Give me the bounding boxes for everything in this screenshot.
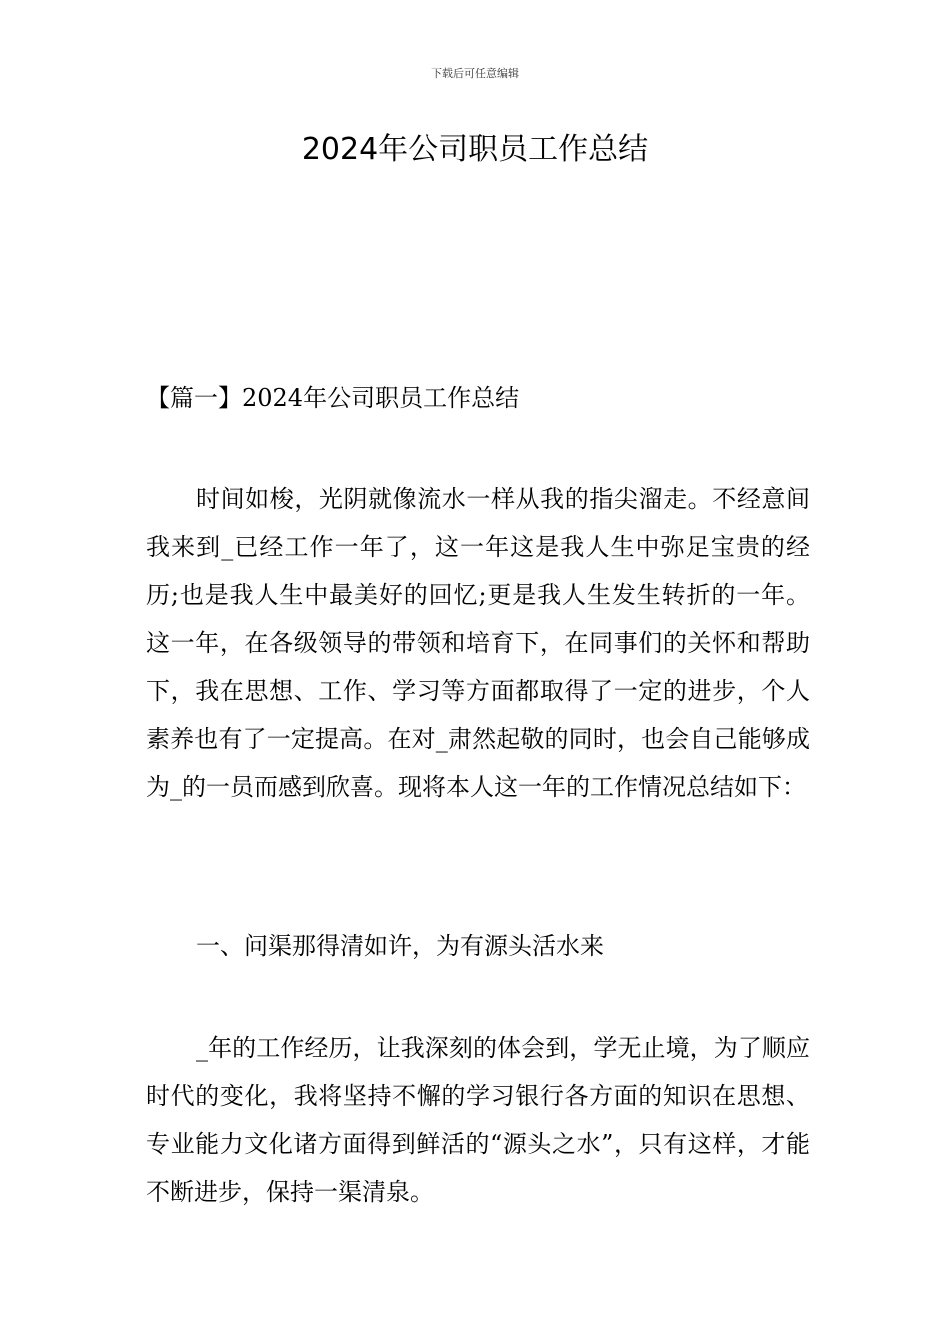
body-paragraph-1: 时间如梭，光阴就像流水一样从我的指尖溜走。不经意间我来到_已经工作一年了，这一年这是我人生中弥足宝贵的经历;也是我人生中最美好的回忆;更是我人生发生转折的一年。这一年，在各级领导的带领和培育下，在同事们的关怀和帮助下，我在思想、工作、学习等方面都取得了一定的进步，个人素养也有了一定提高。在对_肃然起敬的同时，也会自己能够成为_的一员而感到欣喜。现将本人这一年的工作情况总结如下： (146, 485, 810, 801)
document-title: 2024年公司职员工作总结 (301, 132, 649, 167)
subheading-1: 一、问渠那得清如许，为有源头活水来 (196, 932, 604, 960)
header-note: 下载后可任意编辑 (431, 67, 519, 80)
section-heading: 【篇一】2024年公司职员工作总结 (146, 384, 520, 412)
body-paragraph-2: _年的工作经历，让我深刻的体会到，学无止境，为了顺应时代的变化，我将坚持不懈的学习银行各方面的知识在思想、专业能力文化诸方面得到鲜活的“源头之水”，只有这样，才能不断进步，保持一渠清泉。 (146, 1034, 810, 1206)
